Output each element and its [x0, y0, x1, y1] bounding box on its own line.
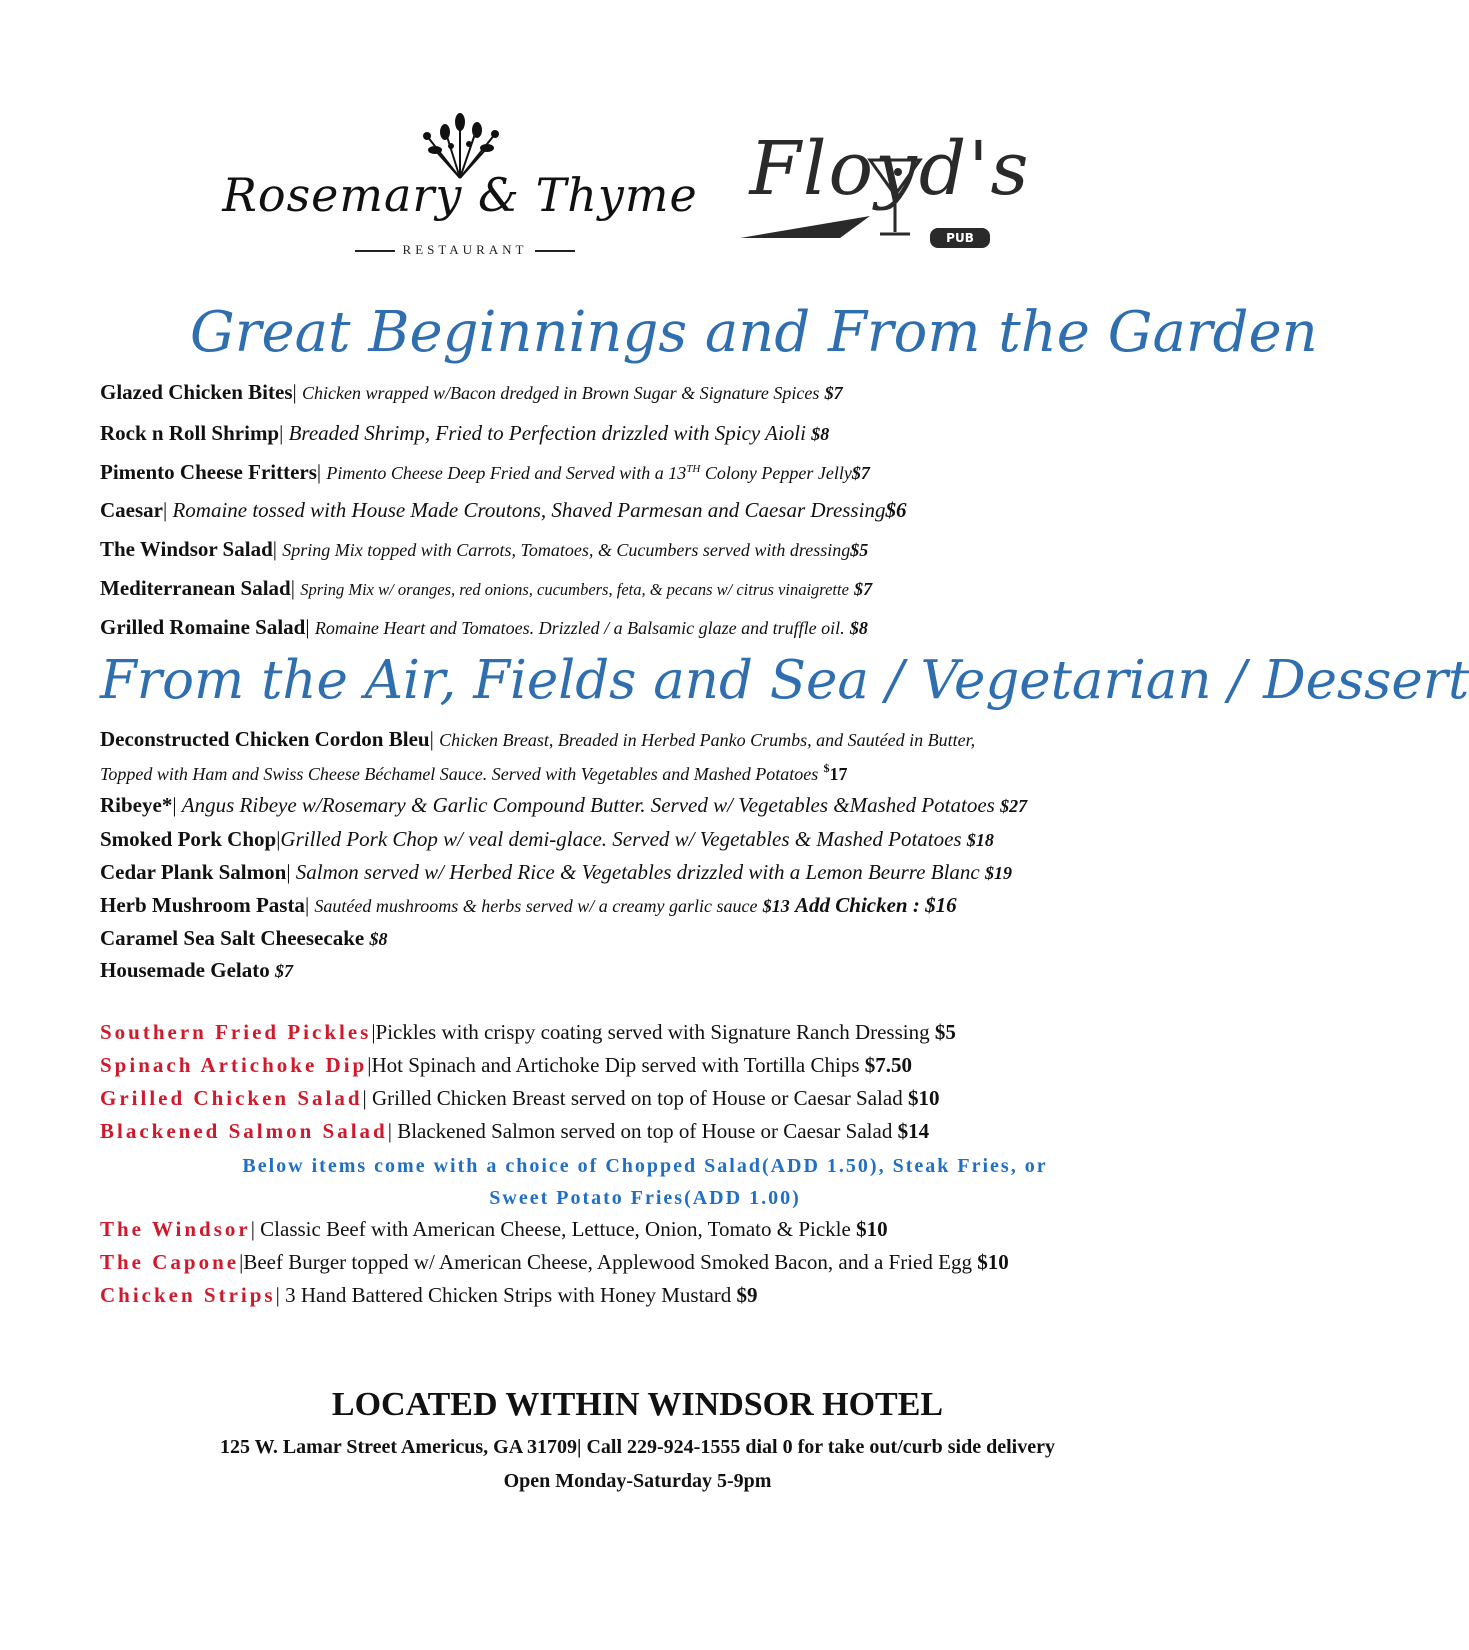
pub-menu-item: [100, 1086, 1190, 1111]
item-name: Chicken Strips: [100, 1283, 276, 1307]
separator: |: [316, 460, 322, 484]
item-name: The Capone: [100, 1250, 240, 1274]
item-description: Classic Beef with American Cheese, Lettuce, Onion, Tomato & Pickle: [260, 1217, 857, 1241]
location-heading: LOCATED WITHIN WINDSOR HOTEL: [331, 1386, 944, 1423]
separator: |: [387, 1119, 398, 1143]
separator: |: [362, 1086, 372, 1110]
separator: |: [239, 1250, 244, 1274]
item-description: Grilled Chicken Breast served on top of House or Caesar Salad: [372, 1086, 908, 1110]
item-description: Hot Spinach and Artichoke Dip served with Tortilla Chips: [371, 1053, 865, 1077]
pub-menu-item: [100, 1283, 1190, 1308]
item-price: $6: [885, 498, 907, 522]
item-description: Beef Burger topped w/ American Cheese, Applewood Smoked Bacon, and a Fried Egg: [243, 1250, 978, 1274]
desc-part: Pimento Cheese Deep Fried and Served with a 13: [326, 463, 687, 483]
item-price: $14: [897, 1119, 930, 1143]
item-price: 17: [829, 764, 848, 784]
separator: |: [279, 421, 284, 445]
menu-item: [100, 498, 1190, 523]
separator: |: [250, 1217, 261, 1241]
mains-heading: From the Air, Fields and Sea / Vegetarian / Dessert: [100, 650, 1469, 711]
item-price: $13: [762, 896, 790, 916]
item-price: $8: [811, 424, 830, 444]
item-description: Pickles with crispy coating served with Signature Ranch Dressing: [375, 1020, 935, 1044]
item-name: Caramel Sea Salt Cheesecake: [100, 926, 365, 950]
pub-menu-item: [100, 1020, 1190, 1045]
item-price: $7: [824, 383, 843, 403]
hours-line: Open Monday-Saturday 5-9pm: [503, 1470, 772, 1492]
separator: |: [429, 727, 434, 751]
menu-item: [100, 576, 1190, 601]
restaurant-subtitle: RESTAURANT: [340, 242, 590, 258]
separator: |: [290, 576, 295, 600]
menu-item: [100, 893, 1190, 918]
menu-item: [100, 958, 1190, 983]
separator: |: [162, 498, 168, 522]
item-price: $10: [907, 1086, 940, 1110]
item-price: $8: [369, 929, 388, 949]
item-price: $18: [966, 830, 994, 850]
pub-menu-item: [100, 1119, 1190, 1144]
item-name: Housemade Gelato: [100, 958, 270, 982]
menu-item: [100, 827, 1190, 852]
item-price: $5: [850, 540, 869, 560]
separator: |: [276, 827, 281, 851]
item-price: $7: [274, 961, 293, 981]
desc-part: Colony Pepper Jelly: [700, 463, 852, 483]
item-description: Breaded Shrimp, Fried to Perfection drizzled with Spicy Aioli: [288, 421, 806, 445]
pub-badge: PUB: [930, 228, 990, 248]
item-description: Chicken wrapped w/Bacon dredged in Brown Sugar & Signature Spices: [301, 383, 820, 403]
item-name: Mediterranean Salad: [100, 576, 291, 600]
item-name: Grilled Romaine Salad: [100, 615, 306, 639]
item-description: Spring Mix w/ oranges, red onions, cucumbers, feta, & pecans w/ citrus vinaigrette: [300, 580, 849, 599]
separator: |: [304, 893, 310, 917]
price-sup: $: [823, 761, 830, 775]
item-name: Glazed Chicken Bites: [100, 380, 293, 404]
item-price: $8: [849, 618, 868, 638]
item-description: 3 Hand Battered Chicken Strips with Honey Mustard: [279, 1283, 737, 1307]
starters-heading: Great Beginnings and From the Garden: [190, 300, 1318, 365]
item-name: Ribeye*: [100, 793, 173, 817]
item-price: $10: [977, 1250, 1009, 1274]
item-description: Grilled Pork Chop w/ veal demi-glace. Served w/ Vegetables & Mashed Potatoes: [280, 827, 962, 851]
item-description: Sautéed mushrooms & herbs served w/ a creamy garlic sauce: [314, 896, 758, 916]
pub-menu-item: [100, 1250, 1190, 1275]
separator: |: [172, 793, 177, 817]
item-name: Deconstructed Chicken Cordon Bleu: [100, 727, 430, 751]
floyds-pub-logo: [720, 120, 1060, 260]
separator: |: [272, 537, 277, 561]
item-addon: Add Chicken : $16: [795, 893, 957, 917]
item-name: Herb Mushroom Pasta: [100, 893, 305, 917]
separator: |: [286, 860, 291, 884]
sides-note-line: Sweet Potato Fries(ADD 1.00): [489, 1187, 801, 1209]
menu-item: [100, 380, 1190, 405]
item-name: The Windsor: [100, 1217, 251, 1241]
restaurant-name: Rosemary & Thyme: [222, 168, 698, 222]
rosemary-thyme-logo: [210, 110, 710, 260]
pub-menu-item: [100, 1053, 1190, 1078]
menu-item: [100, 537, 1190, 562]
item-price: $5: [934, 1020, 956, 1044]
item-description: Angus Ribeye w/Rosemary & Garlic Compound Butter. Served w/ Vegetables &Mashed Potatoes: [181, 793, 995, 817]
item-name: Smoked Pork Chop: [100, 827, 277, 851]
separator: |: [275, 1283, 280, 1307]
separator: |: [305, 615, 310, 639]
item-description: Blackened Salmon served on top of House or Caesar Salad: [397, 1119, 898, 1143]
item-description: [326, 463, 851, 483]
item-price: $7.50: [864, 1053, 913, 1077]
logo-area: [210, 110, 1070, 280]
menu-item: [100, 727, 1190, 752]
separator: |: [371, 1020, 376, 1044]
item-name: Pimento Cheese Fritters: [100, 460, 317, 484]
item-name: Southern Fried Pickles: [100, 1020, 372, 1044]
item-name: Caesar: [100, 498, 163, 522]
separator: |: [367, 1053, 372, 1077]
menu-item: [100, 926, 1190, 951]
item-price: $7: [851, 463, 870, 483]
item-description: Romaine Heart and Tomatoes. Drizzled / a Balsamic glaze and truffle oil.: [314, 618, 845, 638]
sides-note-line: Below items come with a choice of Chopped Salad(ADD 1.50), Steak Fries, or: [242, 1155, 1048, 1177]
item-name: The Windsor Salad: [100, 537, 273, 561]
menu-item: [100, 421, 1190, 446]
menu-item: [100, 615, 1190, 640]
item-description: Chicken Breast, Breaded in Herbed Panko Crumbs, and Sautéed in Butter,: [439, 730, 976, 750]
menu-item: [100, 860, 1190, 885]
desc-sup: TH: [686, 463, 701, 475]
item-name: Spinach Artichoke Dip: [100, 1053, 368, 1077]
item-description: Salmon served w/ Herbed Rice & Vegetables drizzled with a Lemon Beurre Blanc: [295, 860, 980, 884]
item-price: $10: [856, 1217, 888, 1241]
item-name: Grilled Chicken Salad: [100, 1086, 363, 1110]
item-description: Spring Mix topped with Carrots, Tomatoes, & Cucumbers served with dressing: [282, 540, 851, 560]
item-name: Cedar Plank Salmon: [100, 860, 287, 884]
item-price: $19: [984, 863, 1012, 883]
item-name: Rock n Roll Shrimp: [100, 421, 280, 445]
item-name: Blackened Salmon Salad: [100, 1119, 388, 1143]
item-price: $27: [1000, 796, 1028, 816]
sides-note: [100, 1150, 1190, 1214]
item-price: $7: [854, 579, 873, 599]
pub-name: Floyd's: [749, 126, 1031, 212]
separator: |: [292, 380, 297, 404]
pub-menu-item: [100, 1217, 1190, 1242]
menu-item: [100, 460, 1190, 485]
item-description: Romaine tossed with House Made Croutons, Shaved Parmesan and Caesar Dressing: [172, 498, 886, 522]
address-line: 125 W. Lamar Street Americus, GA 31709| Call 229-924-1555 dial 0 for take out/curb side delivery: [220, 1436, 1055, 1458]
menu-item-continued: [100, 761, 1190, 786]
item-description-continued: Topped with Ham and Swiss Cheese Béchamel Sauce. Served with Vegetables and Mashed Potatoes: [100, 764, 819, 784]
item-price: $9: [736, 1283, 758, 1307]
menu-item: [100, 793, 1190, 818]
